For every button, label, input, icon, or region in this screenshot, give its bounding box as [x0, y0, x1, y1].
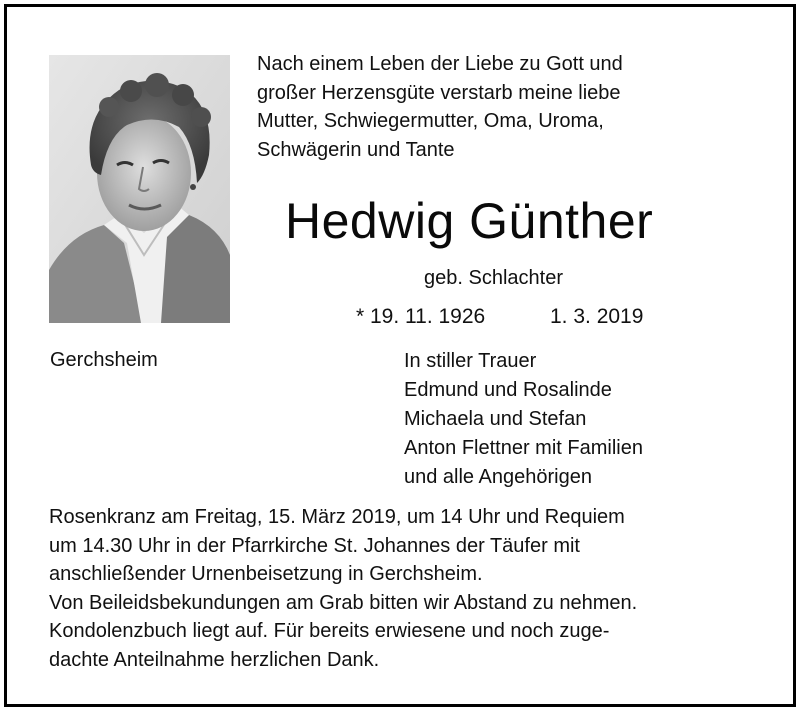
funeral-notice	[49, 503, 779, 674]
place-name: Gerchsheim	[50, 349, 158, 371]
deceased-name: Hedwig Günther	[285, 193, 654, 249]
mourners-list	[404, 347, 643, 492]
notice-line: um 14.30 Uhr in der Pfarrkirche St. Johannes der Täufer mit	[49, 534, 580, 557]
intro-line: Schwägerin und Tante	[257, 138, 455, 161]
notice-line: Kondolenzbuch liegt auf. Für bereits erwiesene und noch zuge-	[49, 620, 610, 642]
mourner-line: Edmund und Rosalinde	[404, 379, 612, 401]
maiden-name: geb. Schlachter	[424, 267, 563, 289]
obituary-frame	[4, 4, 796, 707]
notice-line: dachte Anteilnahme herzlichen Dank.	[49, 648, 380, 671]
birth-date: * 19. 11. 1926	[356, 305, 486, 328]
mourner-line: Anton Flettner mit Familien	[404, 437, 643, 459]
mourner-line: und alle Angehörigen	[404, 466, 592, 488]
intro-line: großer Herzensgüte verstarb meine liebe	[257, 81, 621, 104]
mourner-line: Michaela und Stefan	[404, 408, 587, 430]
intro-line: Nach einem Leben der Liebe zu Gott und	[257, 53, 623, 75]
death-date: 1. 3. 2019	[550, 305, 644, 328]
portrait-photo	[49, 55, 230, 323]
mourner-line: In stiller Trauer	[404, 350, 537, 372]
notice-line: anschließender Urnenbeisetzung in Gerchsheim.	[49, 563, 483, 585]
notice-line: Von Beileidsbekundungen am Grab bitten wir Abstand zu nehmen.	[49, 591, 638, 614]
intro-line: Mutter, Schwiegermutter, Oma, Uroma,	[257, 110, 604, 132]
notice-line: Rosenkranz am Freitag, 15. März 2019, um 14 Uhr und Requiem	[49, 506, 625, 528]
intro-text	[257, 50, 777, 164]
